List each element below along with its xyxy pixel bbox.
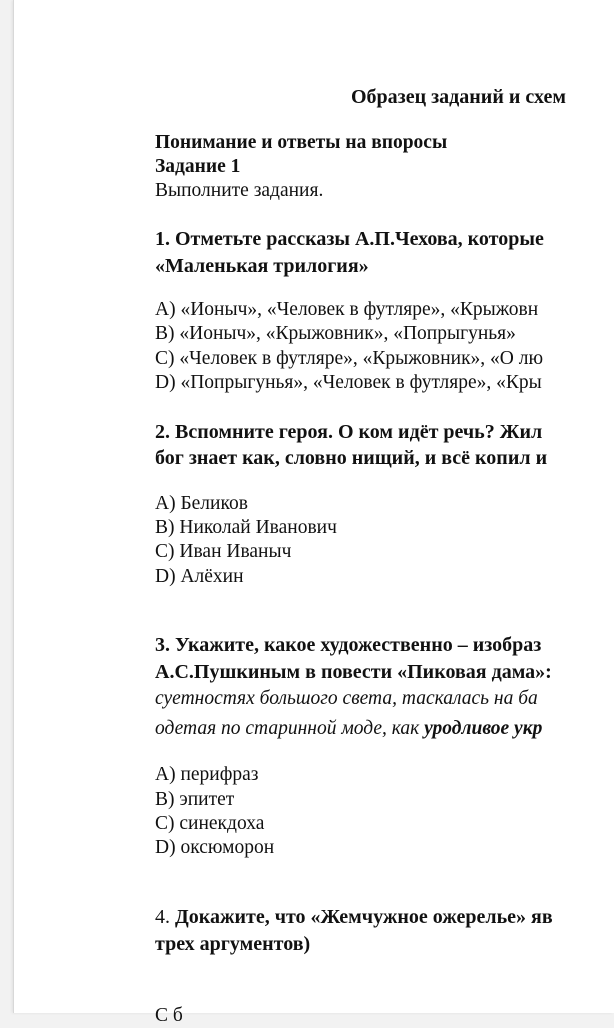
question-1-option-d: D) «Попрыгунья», «Человек в футляре», «Кры: [155, 372, 542, 393]
question-2-option-a: A) Беликов: [155, 493, 248, 514]
question-3-quote-line-1: суетностях большого света, таскалась на ба: [155, 688, 538, 709]
question-3-option-a: A) перифраз: [155, 764, 259, 785]
question-2-option-c: C) Иван Иваныч: [155, 541, 292, 562]
question-2-option-d: D) Алёхин: [155, 566, 244, 587]
question-4-text: Докажите, что «Жемчужное ожерелье» яв: [175, 906, 553, 928]
question-3-text-line-2: А.С.Пушкиным в повести «Пиковая дама»:: [155, 661, 552, 683]
question-3-quote-plain: одетая по старинной моде, как: [155, 718, 425, 739]
question-1-text-line-2: «Маленькая трилогия»: [155, 255, 369, 277]
document-title: Образец заданий и схем: [351, 86, 566, 108]
question-4-text-line-2: трех аргументов): [155, 933, 311, 955]
document-page: [14, 0, 614, 1026]
question-1-option-c: C) «Человек в футляре», «Крыжовник», «О лю: [155, 348, 544, 369]
question-3-quote-bold: уродливое укр: [424, 718, 543, 739]
question-2-text-line-2: бог знает как, словно нищий, и всё копил и: [155, 447, 548, 469]
question-1-option-a: A) «Ионыч», «Человек в футляре», «Крыжовн: [155, 299, 539, 320]
question-3-text-line-1: 3. Укажите, какое художественно – изобраз: [155, 634, 542, 656]
question-3-option-b: B) эпитет: [155, 789, 235, 810]
cut-off-text: С б: [155, 1005, 183, 1026]
question-1-text-line-1: 1. Отметьте рассказы А.П.Чехова, которые: [155, 228, 544, 250]
question-3-option-d: D) оксюморон: [155, 837, 275, 858]
section-heading: Понимание и ответы на впоросы: [155, 132, 448, 153]
task-heading: Задание 1: [155, 156, 241, 177]
question-4-text-line-1: [155, 905, 553, 929]
question-3-option-c: C) синекдоха: [155, 813, 265, 834]
question-3-quote-line-2: [155, 717, 542, 741]
question-2-option-b: B) Николай Иванович: [155, 517, 337, 538]
question-1-option-b: B) «Ионыч», «Крыжовник», «Попрыгунья»: [155, 323, 516, 344]
question-2-text-line-1: 2. Вспомните героя. О ком идёт речь? Жил: [155, 421, 543, 443]
question-4-number: 4.: [155, 906, 175, 928]
instruction-text: Выполните задания.: [155, 180, 324, 201]
